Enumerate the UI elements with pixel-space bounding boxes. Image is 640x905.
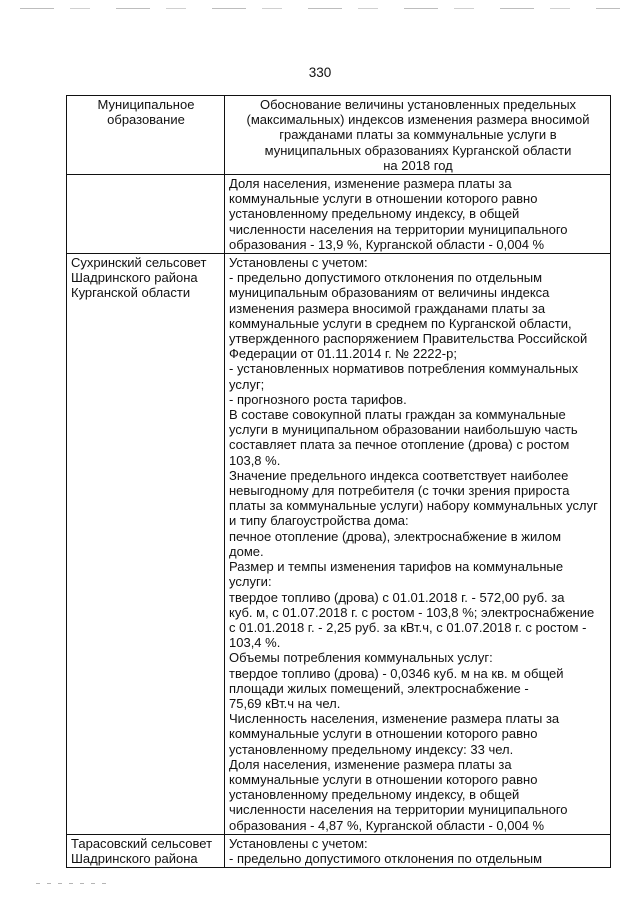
municipality-cell [67, 254, 225, 835]
scan-edge-top [20, 8, 620, 9]
header-justification-line: на 2018 год [383, 157, 453, 173]
scan-edge-bottom [36, 883, 106, 884]
table-row [67, 254, 611, 835]
justification-line: Значение предельного индекса соответствует наиболее [229, 467, 569, 483]
justification-line: с 01.01.2018 г. - 2,25 руб. за кВт.ч, с 01.07.2018 г. с ростом - [229, 619, 587, 635]
municipality-line: Сухринский сельсовет [71, 255, 207, 271]
justification-line: - предельно допустимого отклонения по отдельным [229, 850, 543, 866]
municipality-cell [67, 834, 225, 867]
justification-line: установленному предельному индексу, в общей [229, 787, 520, 803]
table-row [67, 834, 611, 867]
justification-line: образования - 4,87 %, Курганской области - 0,004 % [229, 817, 545, 833]
justification-line: - установленных нормативов потребления коммунальных [229, 361, 579, 377]
justification-line: коммунальные услуги в отношении которого равно [229, 726, 538, 742]
justification-line: Установлены с учетом: [229, 835, 368, 851]
justification-cell [225, 834, 611, 867]
municipality-cell [67, 175, 225, 254]
justification-line: платы за коммунальные услуги) набору коммунальных услуг [229, 498, 598, 514]
justification-line: составляет плата за печное отопление (дрова) с ростом [229, 437, 570, 453]
header-justification-line: Обоснование величины установленных предельных [259, 97, 577, 112]
header-justification-line: (максимальных) индексов изменения размера вносимой [246, 112, 590, 128]
justification-line: 103,8 %. [229, 452, 281, 468]
header-municipality-line: образование [107, 112, 185, 128]
justification-line: невыгодному для потребителя (с точки зрения прироста [229, 483, 570, 499]
municipality-line: Шадринского района [71, 270, 198, 286]
page-number: 330 [308, 65, 332, 80]
justification-line: печное отопление (дрова), электроснабжение в жилом [229, 528, 562, 544]
tariff-index-table [66, 95, 611, 868]
justification-line: - предельно допустимого отклонения по отдельным [229, 270, 543, 286]
justification-line: утвержденного распоряжением Правительства Российской [229, 331, 588, 347]
justification-line: установленному предельному индексу, в общей [229, 206, 520, 222]
justification-line: 75,69 кВт.ч на чел. [229, 695, 341, 711]
justification-line: Размер и темпы изменения тарифов на коммунальные [229, 559, 564, 575]
justification-line: Объемы потребления коммунальных услуг: [229, 650, 493, 666]
justification-line: коммунальные услуги в отношении которого равно [229, 771, 538, 787]
header-municipality-cell [67, 96, 225, 175]
justification-line: доме. [229, 543, 264, 559]
justification-line: Численность населения, изменение размера платы за [229, 711, 560, 727]
justification-cell [225, 175, 611, 254]
justification-line: изменения размера вносимой гражданами платы за [229, 300, 546, 316]
justification-line: Доля населения, изменение размера платы за [229, 756, 512, 772]
header-justification-line: гражданами платы за коммунальные услуги в [279, 127, 557, 143]
header-municipality-line: Муниципальное [97, 97, 195, 112]
justification-line: и типу благоустройства дома: [229, 513, 409, 529]
justification-line: В составе совокупной платы граждан за коммунальные [229, 407, 566, 423]
justification-line: Установлены с учетом: [229, 255, 368, 271]
municipality-line: Тарасовский сельсовет [71, 835, 213, 851]
justification-line: 103,4 %. [229, 635, 281, 651]
justification-line: твердое топливо (дрова) с 01.01.2018 г. - 572,00 руб. за [229, 589, 565, 605]
justification-line: - прогнозного роста тарифов. [229, 391, 407, 407]
header-justification-line: муниципальных образованиях Курганской области [264, 142, 572, 158]
justification-line: площади жилых помещений, электроснабжение - [229, 680, 529, 696]
justification-cell [225, 254, 611, 835]
justification-line: образования - 13,9 %, Курганской области - 0,004 % [229, 236, 545, 252]
table-header-row [67, 96, 611, 175]
justification-line: численности населения на территории муниципального [229, 802, 568, 818]
table-row [67, 175, 611, 254]
header-justification-cell [225, 96, 611, 175]
justification-line: услуги: [229, 574, 272, 590]
justification-line: коммунальные услуги в отношении которого равно [229, 191, 538, 207]
justification-line: муниципальным образованиям от величины индекса [229, 285, 550, 301]
justification-line: услуги в муниципальном образовании наибольшую часть [229, 422, 578, 438]
justification-line: Федерации от 01.11.2014 г. № 2222-р; [229, 346, 457, 362]
justification-line: установленному предельному индексу: 33 чел. [229, 741, 514, 757]
justification-line: численности населения на территории муниципального [229, 221, 568, 237]
justification-line: услуг; [229, 376, 265, 392]
justification-line: коммунальные услуги в среднем по Курганской области, [229, 315, 572, 331]
justification-line: твердое топливо (дрова) - 0,0346 куб. м на кв. м общей [229, 665, 564, 681]
justification-line: куб. м, с 01.07.2018 г. с ростом - 103,8 %; электроснабжение [229, 604, 595, 620]
justification-line: Доля населения, изменение размера платы за [229, 176, 512, 192]
municipality-line: Курганской области [71, 285, 191, 301]
municipality-line: Шадринского района [71, 850, 198, 866]
